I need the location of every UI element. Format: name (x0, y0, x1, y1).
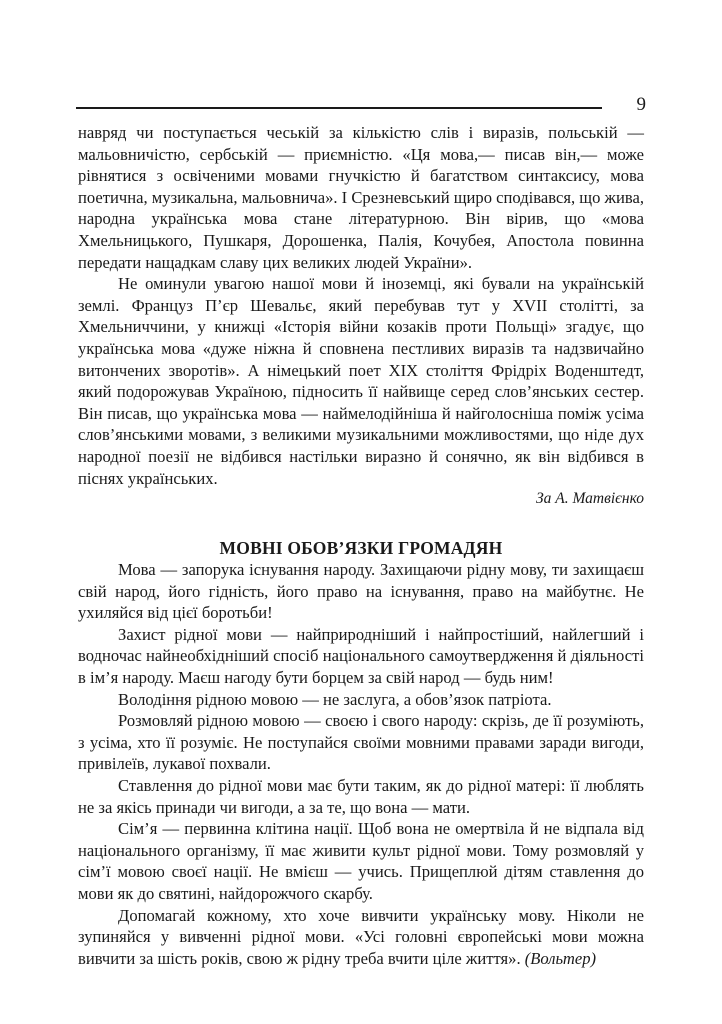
page-number: 9 (636, 94, 646, 115)
attribution: За А. Матвієнко (535, 490, 644, 508)
section-paragraph: Розмовляй рідною мовою — своєю і свого народу: скрізь, де її розуміють, з усіма, хто її розуміє. Не поступайся своїми мовними правами заради вигоди, привілеїв, лукавої похвали. (78, 711, 644, 774)
section-paragraph: Володіння рідною мовою — не заслуга, а обов’язок патріота. (118, 689, 552, 709)
section-title: МОВНІ ОБОВ’ЯЗКИ ГРОМАДЯН (219, 538, 503, 559)
section-paragraph: Сім’я — первинна клітина нації. Щоб вона не омертвіла й не відпала від національного організму, її має живити культ рідної мови. Тому розмовляй у сім’ї мовою своєї нації. Не вмієш — учись. Прищеплюй дітям ставлення до мови як до святині, найдорожчого скарбу. (78, 819, 644, 903)
page-content (78, 122, 644, 969)
paragraph-continued: навряд чи поступається чеській за кількістю слів і виразів, польській — мальовничістю, сербській — приємністю. «Ця мова,— писав він,— може рівнятися з освіченими мовами гнучкістю й багатством синтаксису, мова поетична, музикальна, мальовнича». І Срезневський щиро сподівався, що жива, народна українська мова стане літературною. Він вірив, що «мова Хмельницького, Пушкаря, Дорошенка, Палія, Кочубея, Апостола повинна передати нащадкам славу цих великих людей України». (78, 123, 644, 272)
section-paragraph: Мова — запорука існування народу. Захищаючи рідну мову, ти захищаєш свій народ, його гідність, його право на існування, право на майбутнє. Не ухиляйся від цієї боротьби! (78, 560, 644, 623)
last-paragraph-text: Допомагай кожному, хто хоче вивчити українську мову. Ніколи не зупиняйся у вивченні рідної мови. «Усі головні європейські мови можна вивчити за шість років, свою ж рідну треба вчити ціле життя». (78, 905, 644, 968)
section-paragraph-last (78, 905, 644, 970)
paragraph-foreigners: Не оминули увагою нашої мови й іноземці, які бували на українській землі. Француз П’єр Шевальє, який перебував тут у XVII столітті, за Хмельниччини, у книжці «Історія війни козаків проти Польщі» згадує, що українська мова «дуже ніжна й сповнена пестливих виразів та надзвичайно витончених зворотів». А німецький поет XIX століття Фрідріх Воденштедт, який подорожував Україною, підносить її найвище серед слов’янських сестер. Він писав, що українська мова — наймелодійніша й найголосніша поміж усіма слов’янськими мовами, з великими музикальними можливостями, що ніде дух народної поезії не відбився настільки виразно й сонячно, як він відбився в піснях українських. (78, 274, 644, 488)
section-paragraph: Ставлення до рідної мови має бути таким, як до рідної матері: її люблять не за якісь принади чи вигоди, а за те, що вона — мати. (78, 776, 644, 817)
section-paragraph: Захист рідної мови — найприродніший і найпростіший, найлегший і водночас найнеобхідніший спосіб національного самоутвердження й діяльності в ім’я народу. Маєш нагоду бути борцем за свій народ — будь ним! (78, 624, 644, 688)
quote-source: (Вольтер) (524, 948, 597, 968)
header-rule (76, 107, 602, 109)
